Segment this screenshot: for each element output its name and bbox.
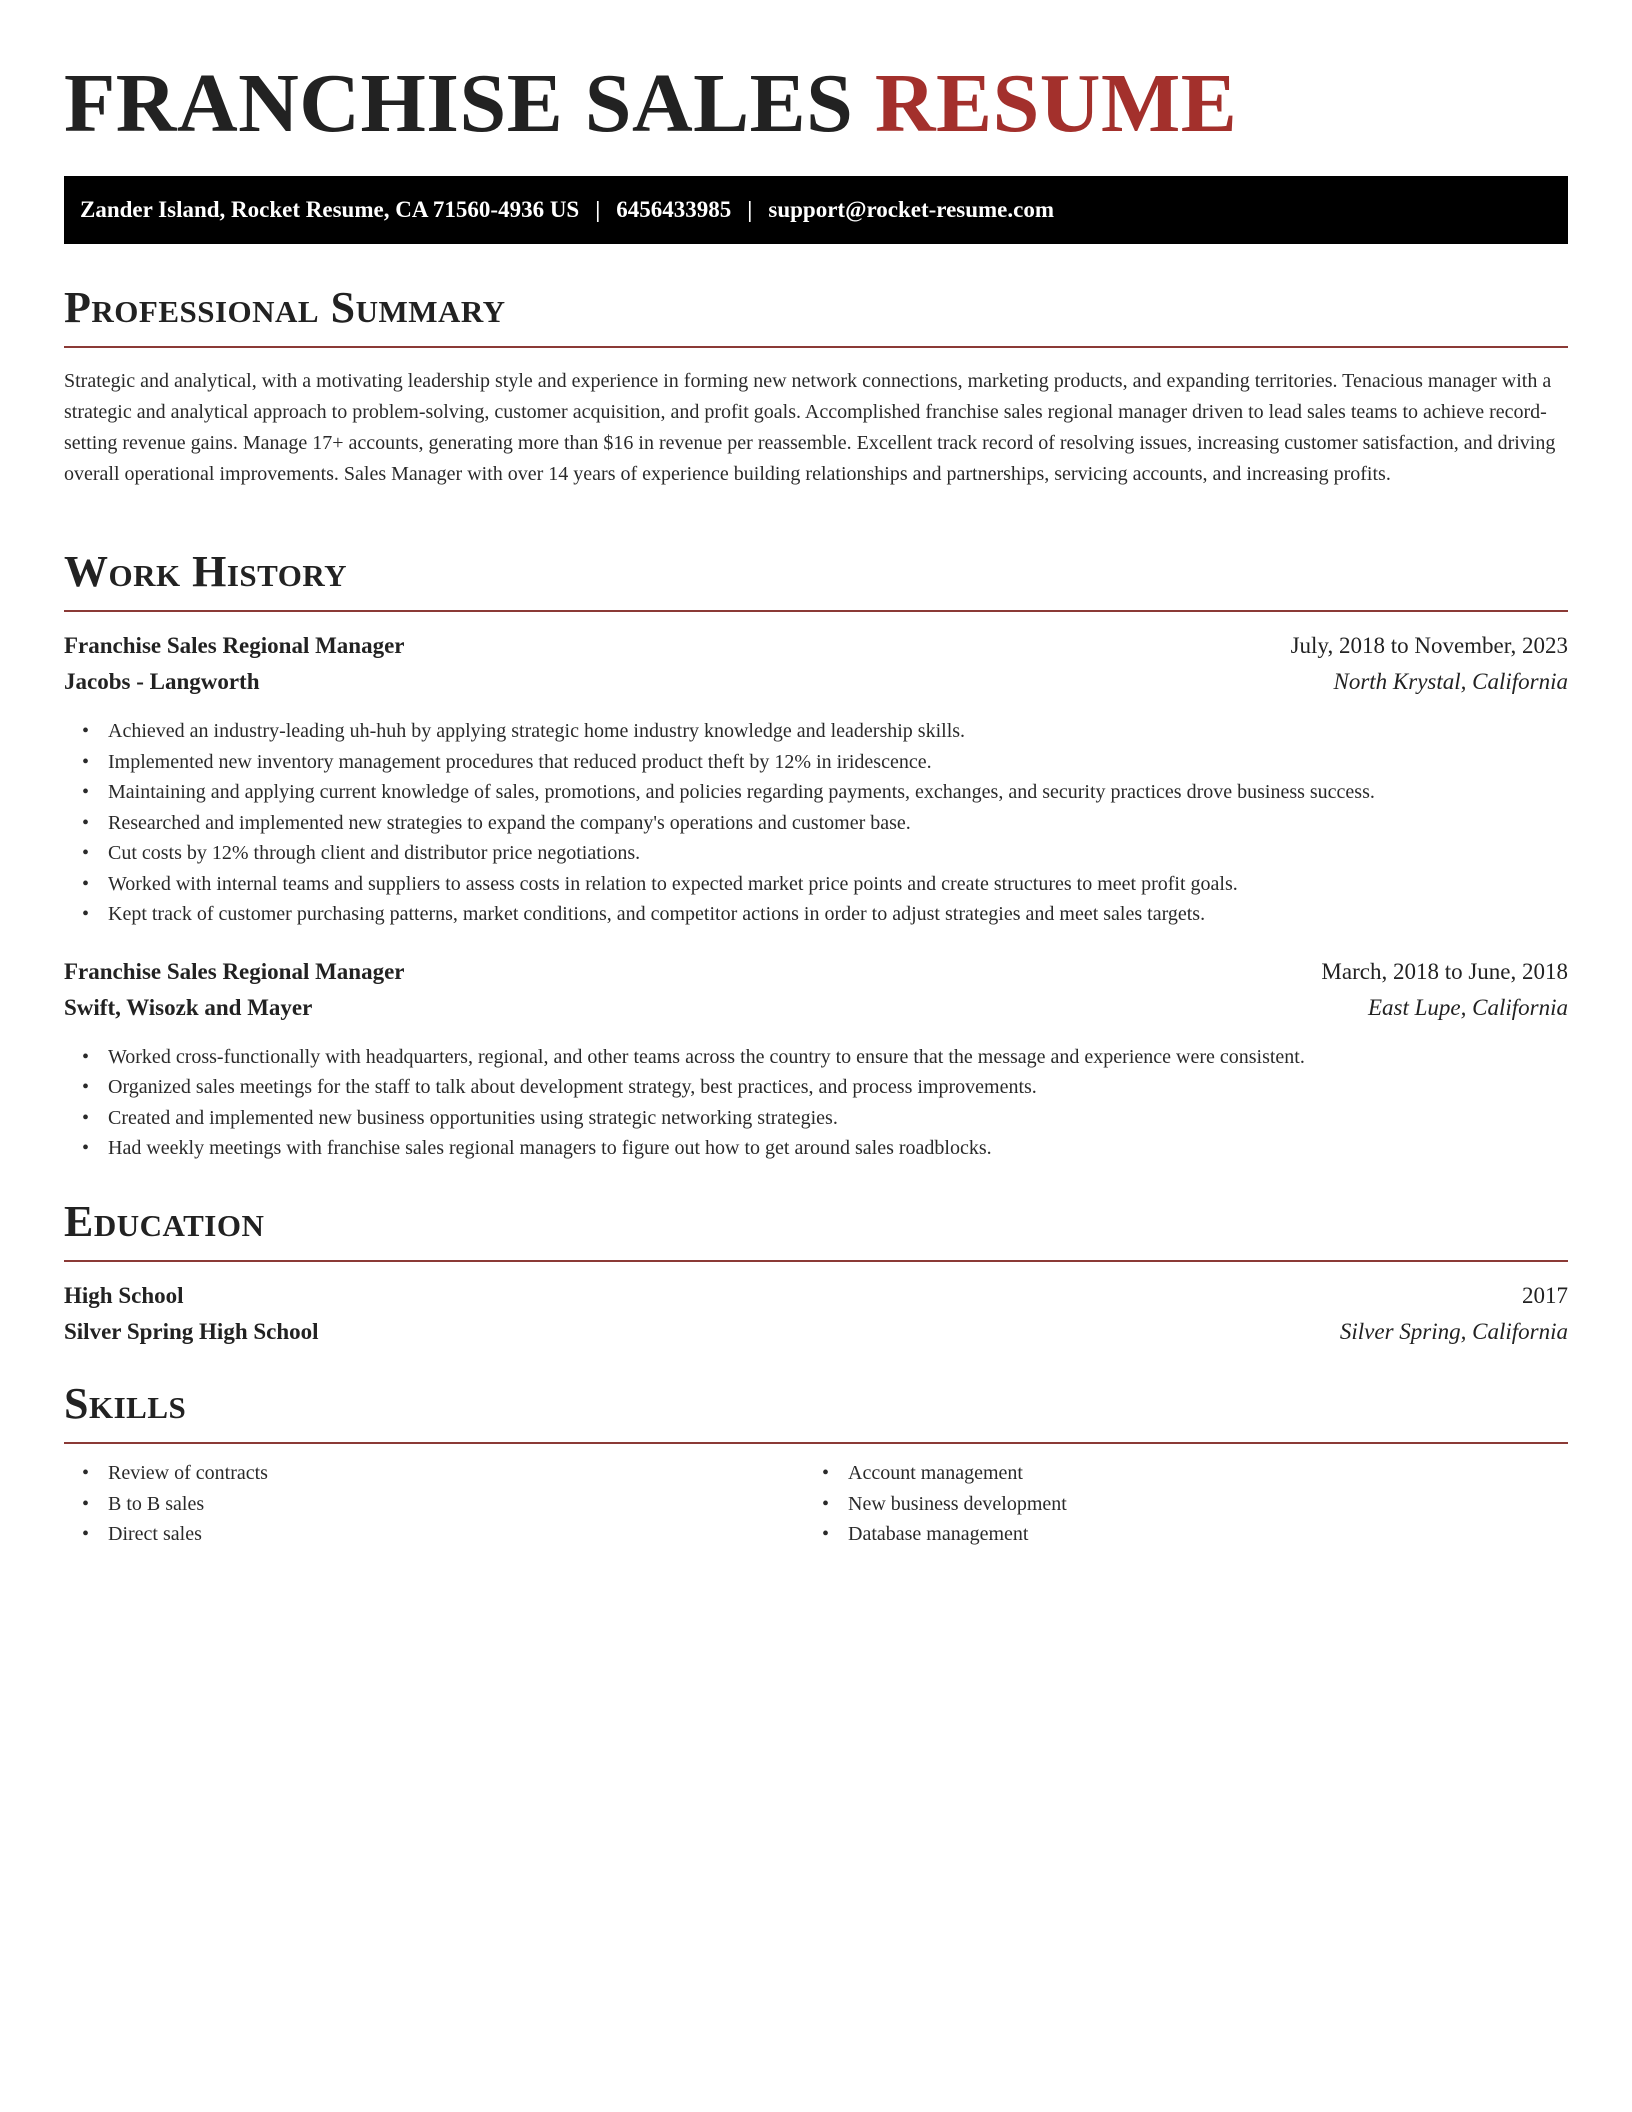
contact-separator: | xyxy=(747,197,753,222)
duty-item: • Worked cross-functionally with headquarters, regional, and other teams across the country to ensure that the message and experience were consistent. xyxy=(108,1042,1568,1073)
section-divider xyxy=(64,1442,1568,1444)
job-duties xyxy=(64,1042,1568,1164)
job-location: East Lupe, California xyxy=(1368,994,1568,1020)
education-section xyxy=(64,1196,1568,1348)
duty-item: • Kept track of customer purchasing patterns, market conditions, and competitor actions in order to adjust strategies and meet sales targets. xyxy=(108,899,1568,930)
job-location: North Krystal, California xyxy=(1333,669,1568,694)
contact-email: support@rocket-resume.com xyxy=(768,197,1055,222)
duty-item: • Worked with internal teams and suppliers to assess costs in relation to expected market price points and create structures to meet profit goals. xyxy=(108,869,1568,900)
skill-item: • Account management xyxy=(848,1458,1544,1489)
summary-section xyxy=(64,282,1568,490)
job-dates: July, 2018 to November, 2023 xyxy=(1290,633,1568,658)
contact-address: Zander Island, Rocket Resume, CA 71560-4936 US xyxy=(80,197,580,222)
job-entry xyxy=(64,630,1568,930)
duty-item: • Maintaining and applying current knowledge of sales, promotions, and policies regarding payments, exchanges, and security practices drove business success. xyxy=(108,777,1568,808)
summary-text: Strategic and analytical, with a motivating leadership style and experience in forming new network connections, marketing products, and expanding territories. Tenacious manager with a strategic and analytical approach to problem-solving, customer acquisition, and profit goals. Accomplished franchise sales regional manager driven to lead sales teams to achieve record-setting revenue gains. Manage 17+ accounts, generating more than $16 in revenue per reassemble. Excellent track record of resolving issues, increasing customer satisfaction, and driving overall operational improvements. Sales Manager with over 14 years of experience building relationships and partnerships, servicing accounts, and increasing profits. xyxy=(64,370,1556,485)
duty-item: • Achieved an industry-leading uh-huh by applying strategic home industry knowledge and leadership skills. xyxy=(108,716,1568,747)
duty-item: • Researched and implemented new strategies to expand the company's operations and customer base. xyxy=(108,808,1568,839)
education-location: Silver Spring, California xyxy=(1339,1319,1568,1344)
skill-item: • Direct sales xyxy=(108,1519,804,1550)
skill-item: • New business development xyxy=(848,1489,1544,1520)
duty-item: • Organized sales meetings for the staff to talk about development strategy, best practices, and process improvements. xyxy=(108,1072,1568,1103)
section-divider xyxy=(64,346,1568,348)
job-company: Swift, Wisozk and Mayer xyxy=(64,994,313,1020)
job-dates: March, 2018 to June, 2018 xyxy=(1321,958,1568,984)
contact-separator: | xyxy=(595,197,601,222)
duty-item: • Created and implemented new business opportunities using strategic networking strategies. xyxy=(108,1103,1568,1134)
title-accent: RESUME xyxy=(874,57,1238,150)
contact-phone: 6456433985 xyxy=(616,197,732,222)
skill-item: • Review of contracts xyxy=(108,1458,804,1489)
work-history-section xyxy=(64,546,1568,1164)
skills-list-right xyxy=(804,1458,1544,1550)
resume-title xyxy=(64,56,1237,152)
title-main: FRANCHISE SALES xyxy=(64,57,854,150)
education-heading: Education xyxy=(64,1197,265,1246)
job-title: Franchise Sales Regional Manager xyxy=(64,958,405,984)
skill-item: • Database management xyxy=(848,1519,1544,1550)
education-year: 2017 xyxy=(1522,1283,1568,1308)
section-divider xyxy=(64,1260,1568,1262)
contact-bar xyxy=(64,176,1568,244)
section-divider xyxy=(64,610,1568,612)
duty-item: • Implemented new inventory management procedures that reduced product theft by 12% in iridescence. xyxy=(108,747,1568,778)
job-entry xyxy=(64,956,1568,1164)
work-history-heading: Work History xyxy=(64,547,348,596)
education-degree: High School xyxy=(64,1283,184,1308)
skill-item: • B to B sales xyxy=(108,1489,804,1520)
skills-list-left xyxy=(64,1458,804,1550)
skills-heading: Skills xyxy=(64,1379,187,1428)
education-school: Silver Spring High School xyxy=(64,1319,319,1344)
job-title: Franchise Sales Regional Manager xyxy=(64,633,405,658)
skills-section xyxy=(64,1378,1568,1550)
job-duties xyxy=(64,716,1568,930)
job-company: Jacobs - Langworth xyxy=(64,669,260,694)
duty-item: • Had weekly meetings with franchise sales regional managers to figure out how to get around sales roadblocks. xyxy=(108,1133,1568,1164)
skills-columns xyxy=(64,1458,1568,1550)
duty-item: • Cut costs by 12% through client and distributor price negotiations. xyxy=(108,838,1568,869)
summary-heading: Professional Summary xyxy=(64,283,506,332)
